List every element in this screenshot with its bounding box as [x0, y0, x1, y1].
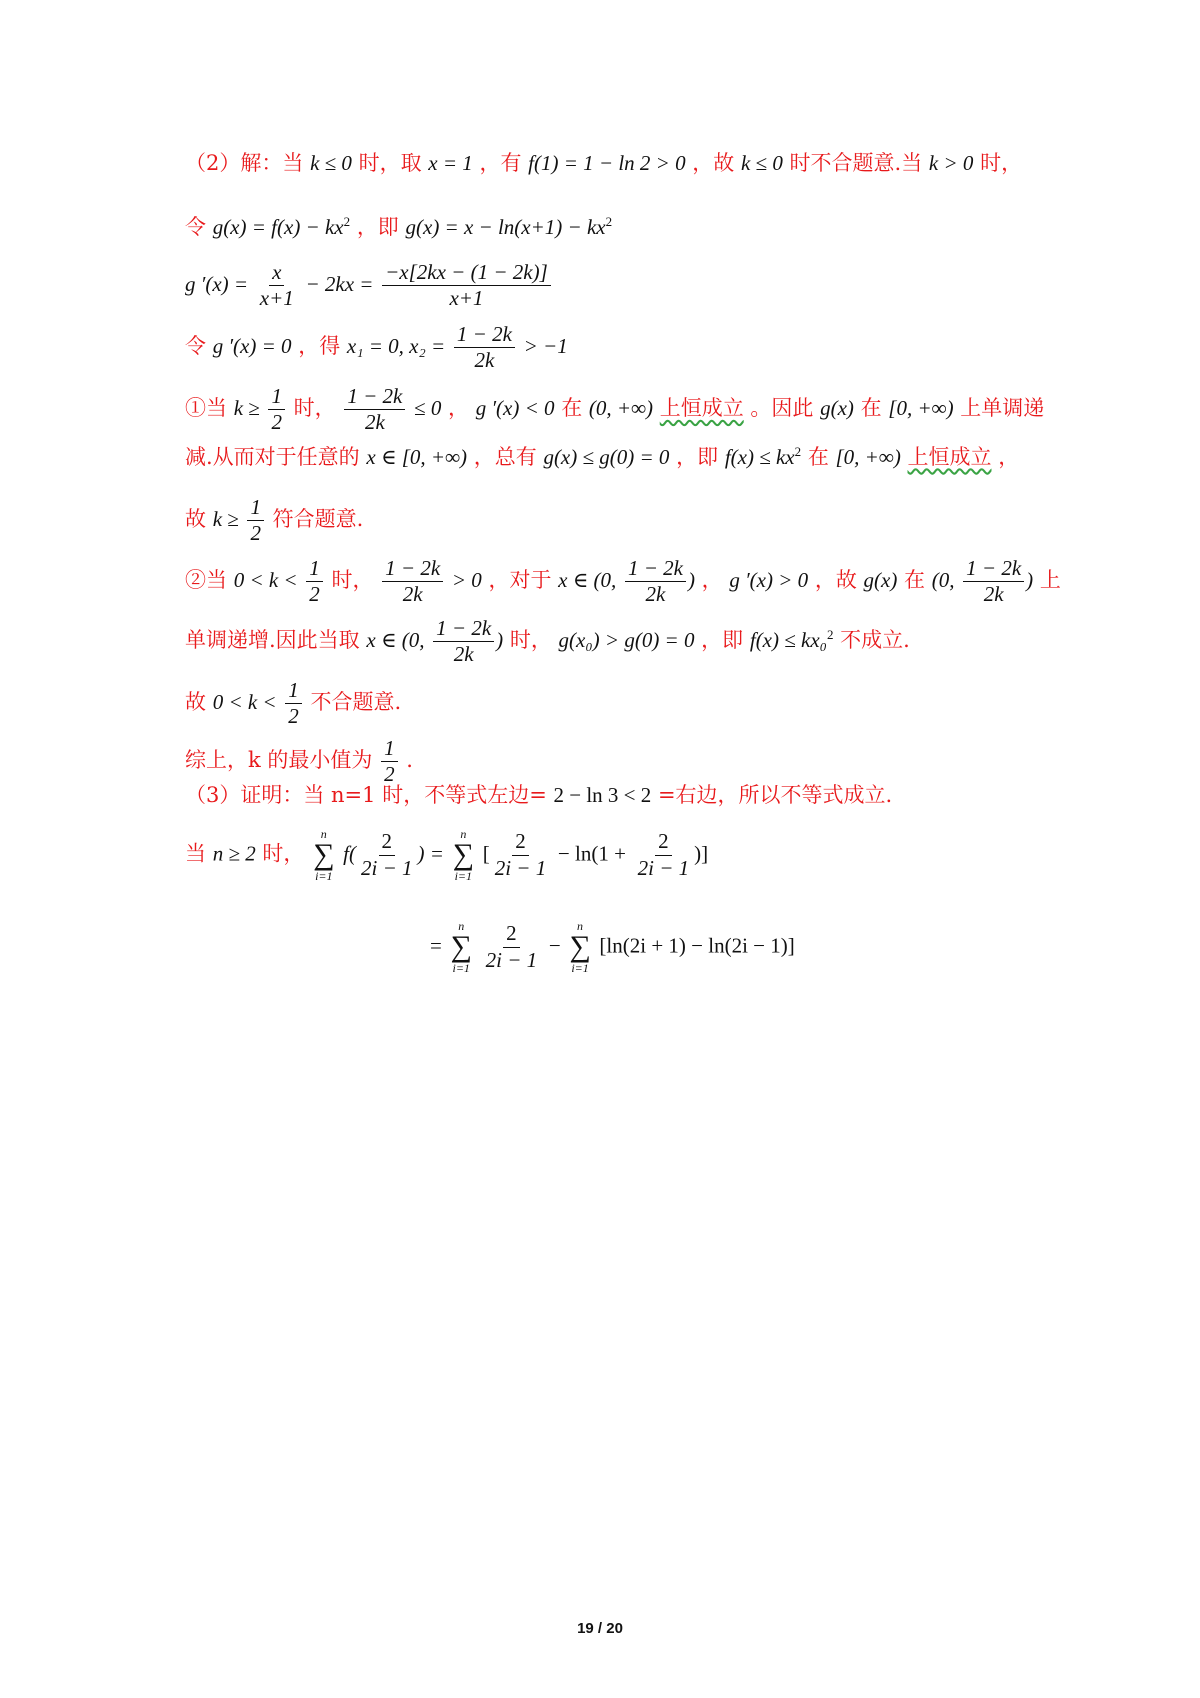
numerator: 1 − 2k	[344, 384, 405, 410]
math: )	[496, 628, 504, 653]
math: f(	[343, 841, 356, 866]
line-derivative	[185, 260, 553, 311]
text: 上恒成立	[907, 445, 992, 469]
line-case1-cont: 减.从而对于任意的 x ∈ [0, +∞) ，总有 g(x) ≤ g(0) = 0 ，即 $f(x) \le kx^2$ 在 [0, +∞) 上恒成立 ，	[185, 444, 1020, 469]
text: （2）解：当	[185, 151, 304, 175]
text: =右边，所以不等式成立.	[657, 783, 893, 807]
math: g ′(x) = 0	[212, 334, 292, 359]
math: 0 < k <	[212, 690, 277, 715]
fraction	[963, 556, 1024, 607]
fraction	[382, 260, 551, 311]
text: 令	[185, 334, 206, 359]
math: [0, +∞)	[888, 396, 954, 421]
text: 故	[185, 507, 206, 532]
math: ≤ 0	[414, 396, 442, 421]
numerator: x	[269, 260, 284, 286]
fraction	[268, 384, 285, 435]
denominator: x+1	[259, 286, 294, 311]
fraction	[306, 556, 323, 607]
fraction	[285, 678, 302, 729]
fraction	[433, 616, 494, 667]
text: ①当	[185, 396, 227, 421]
text: ，有	[479, 151, 522, 175]
denominator: 2	[309, 582, 320, 607]
denominator: 2	[384, 762, 395, 787]
fraction	[483, 921, 541, 972]
line-part3-sum-cont	[430, 920, 795, 974]
math: k ≥	[233, 396, 260, 421]
line-case2-conclusion	[185, 678, 401, 729]
math: 0 < k <	[233, 568, 298, 593]
page-number: 19 / 20	[577, 1620, 623, 1637]
numerator: 2	[512, 829, 529, 855]
numerator: 1 − 2k	[382, 556, 443, 582]
math: )]	[694, 841, 709, 866]
math: )	[1026, 568, 1034, 593]
line-case2-cont: 单调递增.因此当取 x ∈ (0, $\frac{1 - 2k}{2k}$ ) 时， g(x₀) > g(0) = 0 ，即 f(x) ≤ kx₀$^2$ 不成立.	[185, 616, 910, 667]
denominator: 2i − 1	[637, 855, 690, 880]
math: g ′(x) < 0	[475, 396, 555, 421]
math: x = 1	[428, 151, 473, 175]
text: ，故	[692, 151, 735, 175]
text: 上单调递	[960, 396, 1045, 421]
text: 在	[860, 396, 882, 421]
math: x ∈ (0,	[366, 628, 425, 653]
numerator: 1	[306, 556, 323, 582]
math: [ln(2i + 1) − ln(2i − 1)]	[599, 933, 795, 958]
line-define-g: 令 $g(x) = f(x) - kx^2$ ，即 $g(x) = x - \ln(x+1) - kx^2$	[185, 214, 613, 239]
denominator: 2k	[364, 410, 385, 435]
numerator: 1	[381, 736, 398, 762]
line-case1	[185, 384, 1044, 435]
math: g(x) = f(x) − kx	[212, 215, 344, 239]
text: ，故	[814, 568, 857, 593]
numerator: 2	[379, 829, 396, 855]
math: g(x)	[820, 396, 854, 421]
math: n ≥ 2	[212, 841, 256, 866]
text: 时不合题意.当	[789, 151, 923, 175]
math: g(x) = x − ln(x+1) − kx	[405, 215, 606, 239]
text: .	[406, 748, 413, 773]
denominator: 2i − 1	[361, 855, 413, 880]
math: > −1	[523, 334, 568, 359]
text: 上	[1039, 568, 1061, 593]
text: （3）证明：当 n=1 时，不等式左边=	[185, 783, 547, 807]
text: 时，	[262, 841, 305, 866]
text: ，即	[356, 215, 399, 239]
denominator: 2k	[645, 582, 666, 607]
math: [	[482, 841, 490, 866]
text: 在	[561, 396, 583, 421]
line-summary	[185, 736, 413, 787]
math: k ≤ 0	[310, 151, 352, 175]
text: 时，	[293, 396, 336, 421]
text: ②当	[185, 568, 227, 593]
text: 不成立.	[840, 628, 910, 653]
line-part2-intro	[185, 150, 1022, 177]
text: ，	[998, 445, 1020, 469]
fraction	[492, 829, 550, 880]
math: k ≤ 0	[740, 151, 783, 175]
math: )	[687, 568, 695, 593]
text: ，对于	[488, 568, 552, 593]
denominator: 2k	[402, 582, 423, 607]
numerator: 1 − 2k	[454, 322, 515, 348]
text: 单调递增.因此当取	[185, 628, 360, 653]
denominator: x+1	[449, 286, 484, 311]
text: 时，取	[358, 151, 422, 175]
math: k ≥	[212, 507, 239, 532]
summation-sign: n ∑ i=1	[313, 827, 335, 883]
math: f(x) ≤ kx₀	[749, 628, 827, 653]
text: ，总有	[473, 445, 537, 469]
text: 综上，k 的最小值为	[185, 748, 373, 773]
text: 。因此	[750, 396, 814, 421]
math: (0, +∞)	[588, 396, 654, 421]
math: > 0	[451, 568, 482, 593]
numerator: −x[2kx − (1 − 2k)]	[382, 260, 551, 286]
line-case1-conclusion	[185, 495, 363, 546]
summation-sign: n ∑ i=1	[569, 919, 591, 975]
math: g ′(x) > 0	[729, 568, 809, 593]
fraction	[381, 736, 398, 787]
text: 时，	[331, 568, 374, 593]
text: 时，	[980, 151, 1023, 175]
numerator: 1	[247, 495, 264, 521]
math: 2 − ln 3 < 2	[553, 783, 652, 807]
denominator: 2k	[983, 582, 1004, 607]
math: [0, +∞)	[835, 445, 901, 469]
text: ，	[701, 568, 723, 593]
math: f(x) ≤ kx	[724, 445, 795, 469]
math: x ∈ [0, +∞)	[366, 445, 468, 469]
text: 令	[185, 215, 206, 239]
text: ，得	[298, 334, 341, 359]
text: 在	[904, 568, 926, 593]
numerator: 1 − 2k	[625, 556, 686, 582]
numerator: 2	[503, 921, 520, 947]
math: −	[548, 933, 561, 958]
text: ，	[448, 396, 470, 421]
line-part3-base	[185, 782, 892, 809]
fraction	[358, 829, 416, 880]
numerator: 2	[655, 829, 672, 855]
summation-sign: n ∑ i=1	[452, 827, 475, 883]
denominator: 2k	[474, 348, 495, 373]
fraction	[454, 322, 515, 373]
math: f(1) = 1 − ln 2 > 0	[528, 151, 686, 175]
math: g ′(x) =	[185, 272, 249, 297]
denominator: 2	[271, 410, 282, 435]
math: g(x) ≤ g(0) = 0	[543, 445, 670, 469]
text: 当	[185, 841, 206, 866]
text: 故	[185, 690, 206, 715]
denominator: 2i − 1	[494, 855, 547, 880]
denominator: 2i − 1	[485, 947, 538, 972]
text: ，即	[701, 628, 744, 653]
text: ，即	[676, 445, 719, 469]
fraction	[635, 829, 693, 880]
math: − ln(1 +	[557, 841, 626, 866]
text: 上恒成立	[659, 396, 744, 421]
text: 时，	[509, 628, 552, 653]
line-case2	[185, 556, 1061, 607]
numerator: 1	[285, 678, 302, 704]
math: x ∈ (0,	[558, 568, 617, 593]
math: =	[430, 933, 442, 958]
text: 符合题意.	[272, 507, 364, 532]
math: (0,	[931, 568, 955, 593]
numerator: 1	[268, 384, 285, 410]
summation-sign: n ∑ i=1	[450, 919, 472, 975]
denominator: 2	[250, 521, 261, 546]
text: 在	[807, 445, 829, 469]
line-roots	[185, 322, 568, 373]
text: 减.从而对于任意的	[185, 445, 360, 469]
numerator: 1 − 2k	[433, 616, 494, 642]
math: ) =	[417, 841, 444, 866]
fraction	[257, 260, 297, 311]
fraction	[344, 384, 405, 435]
numerator: 1 − 2k	[963, 556, 1024, 582]
math: − 2kx =	[305, 272, 374, 297]
math: g(x)	[863, 568, 898, 593]
math: g(x₀) > g(0) = 0	[558, 628, 695, 653]
denominator: 2k	[453, 642, 474, 667]
fraction	[247, 495, 264, 546]
line-part3-sum	[185, 828, 708, 882]
text: 不合题意.	[310, 690, 402, 715]
fraction	[625, 556, 686, 607]
math: x₁ = 0, x₂ =	[346, 334, 446, 359]
math: k > 0	[928, 151, 974, 175]
denominator: 2	[288, 704, 299, 729]
fraction	[382, 556, 443, 607]
